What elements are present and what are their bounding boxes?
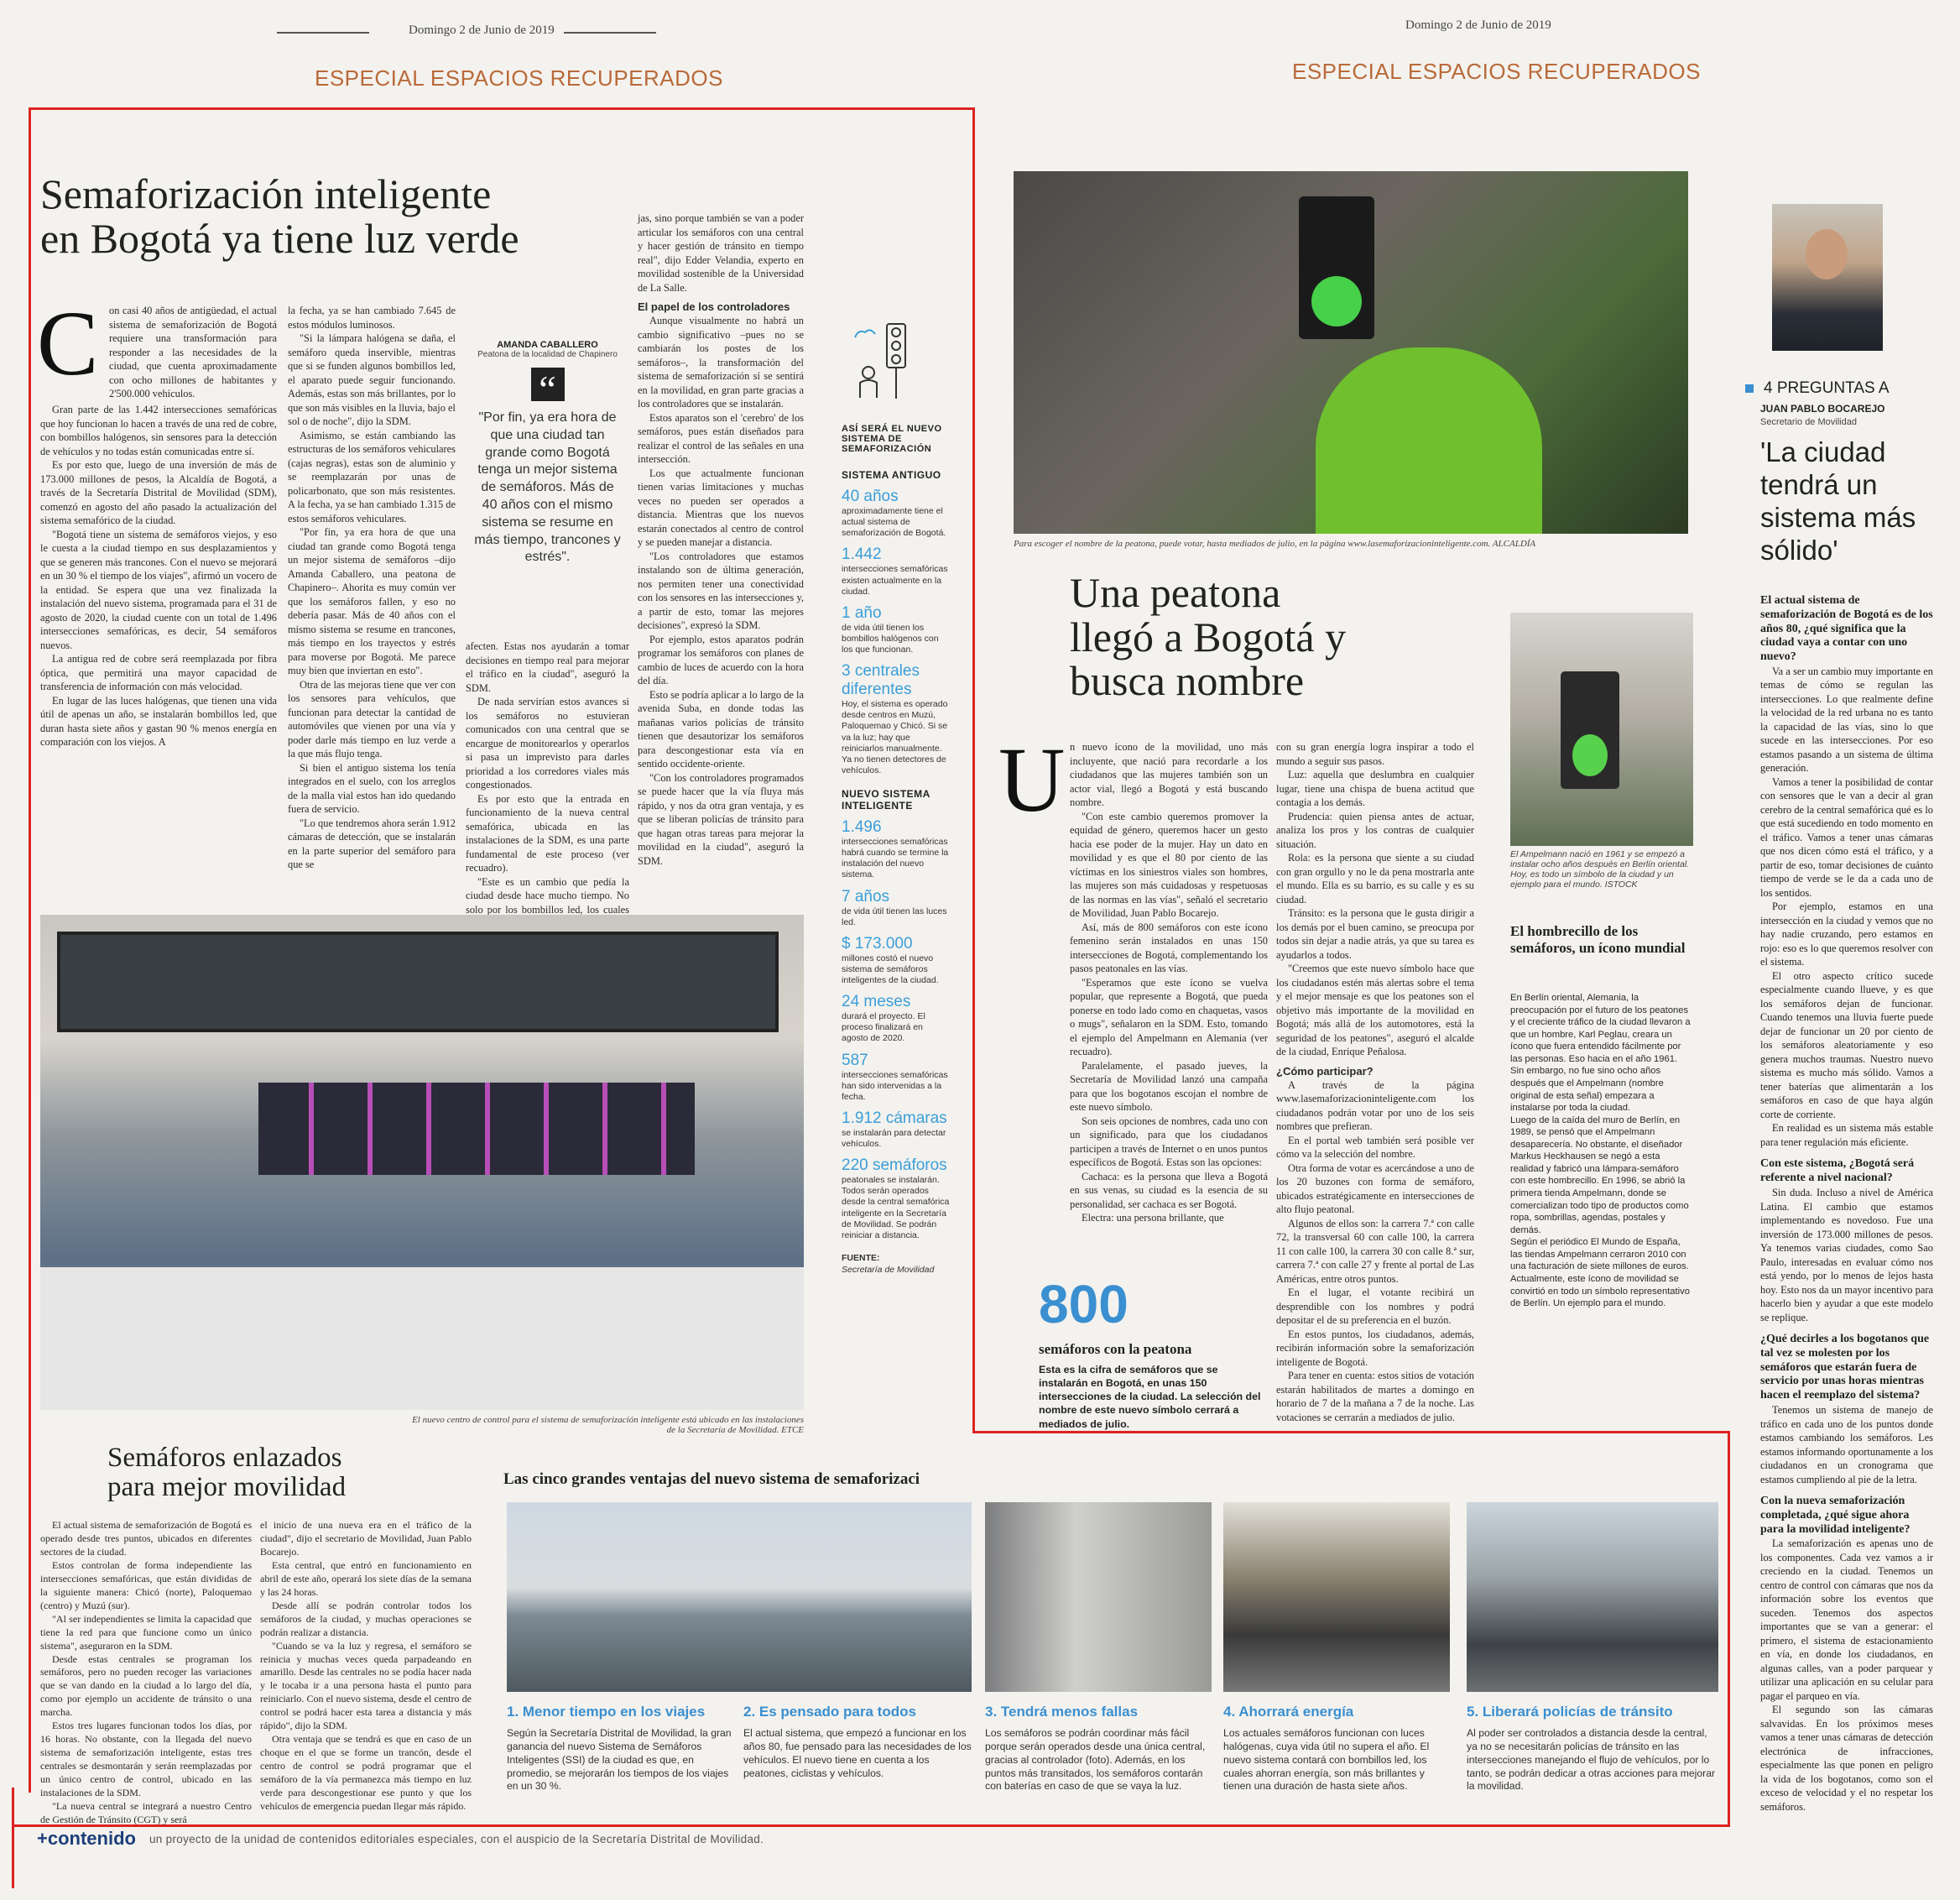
sidebar-stat-item xyxy=(842,818,951,881)
sidebar xyxy=(842,424,951,1276)
ventaja-item-4 xyxy=(1223,1704,1450,1793)
sidebar-stat-text: millones costó el nuevo sistema de semáforos inteligentes de la ciudad. xyxy=(842,953,939,985)
ampelmann-paragraph: Según el periódico El Mundo de España, las tiendas Ampelmann cerraron 2010 con una facturación de siete millones de euros. xyxy=(1510,1237,1689,1272)
main-col3-p: afecten. Estas nos ayudarán a tomar decisiones en tiempo real para mejorar el tráfico en la ciudad", aseguró la SDM. xyxy=(466,640,629,694)
qa-answer-p: El otro aspecto crítico sucede especialmente cuando llueve, y es que los semáforos dejan de funcionar. Cuando tenemos una lluvia fuerte puede dejar de funcionar un 20 por ciento de los semáforos aleatoriamente y eso genera muchos traumas. Nuestro nuevo sistema es mucho más sólido. Vamos a tener baterías que alimentarán a los semáforos en caso de que haya algún corte de corriente. xyxy=(1760,969,1933,1120)
sidebar-stat-text: intersecciones semafóricas han sido intervenidas a la fecha. xyxy=(842,1069,948,1102)
sidebar-stat-text: Hoy, el sistema es operado desde centros en Muzú, Paloquemao y Chicó. Si se va la luz; hay que reiniciarlos manualmente. Ya no tienen detectores de vehículos. xyxy=(842,699,948,775)
peatona-col1-p: n nuevo ícono de la movilidad, uno más incluyente, que nació para recordarle a los ciudadanos que las mujeres también son un actor vial, llegó a Bogotá y está buscando nombre. xyxy=(1070,741,1268,808)
qa-answer-p: Va a ser un cambio muy importante en temas de cómo se regulan las intersecciones. Lo que realmente define la velocidad de la red urbana no es tanto la capacidad de las vías, sino lo que sucede en las intersecciones. Por eso estamos pasando a un sistema de última generación. xyxy=(1760,665,1933,775)
sidebar-old-label: SISTEMA ANTIGUO xyxy=(842,469,941,481)
main-col4-p: Estos aparatos son el 'cerebro' de los semáforos, pues están diseñados para realizar el control de las señales en una intersección. xyxy=(638,411,804,466)
main-dropcap: C xyxy=(37,292,99,394)
portrait-head xyxy=(1806,229,1848,279)
sidebar-stat-number: $ 173.000 xyxy=(842,934,913,953)
main-col4 xyxy=(638,211,804,868)
qa-question: Con la nueva semaforización completada, ¿qué sigue ahora para la movilidad inteligente? xyxy=(1760,1495,1910,1536)
qa-answer-p: Vamos a tener la posibilidad de contar con sensores que le van a decir al gran cerebro de la central semafórica qué es lo que está sucediendo en todo momento en el tráfico. Vamos a tener unas cámaras que nos dicen cómo está el tráfico, y a partir de eso, tomar decisiones de cuánto tiempo de verde se le da a cada uno de los sentidos. xyxy=(1760,775,1933,899)
ventaja-text: El actual sistema, que empezó a funcionar en los años 80, fue pensado para las necesidades de los vehículos. El nuevo tiene en cuenta a los peatones, ciclistas y vehículos. xyxy=(743,1727,972,1779)
box-headline-line1: Semáforos enlazados xyxy=(107,1443,342,1473)
pull-quote-text: "Por fin, ya era hora de que una ciudad tan grande como Bogotá tenga un mejor sistema de semáforos. Más de 40 años con el mismo sistema se resume en más tiempo, trancones y estrés". xyxy=(474,410,621,565)
main-col4-p: Esto se podría aplicar a lo largo de la avenida Suba, en donde todas las mañanas varios policías de tránsito tienen que desautorizar los semáforos para descongestionar esta vía en sentido occidente-oriente. xyxy=(638,688,804,770)
sidebar-stat-number: 40 años xyxy=(842,488,899,505)
qa-answer-p: Por ejemplo, estamos en una intersección en la ciudad y vemos que no hay nadie cruzando, pero estamos en rojo: eso es lo que queremos resolver con el sistema. xyxy=(1760,900,1933,968)
main-col2-p: Asimismo, se están cambiando las estructuras de los semáforos vehiculares (cajas negras), estas son de aluminio y se reemplazarán por unas de policarbonato, que son más resistentes. A la fecha, ya se han cambiado 1.315 de estos semáforos vehiculares. xyxy=(288,429,456,525)
peatona-col2-p: Tránsito: es la persona que le gusta dirigir a los demás por el buen camino, se preocupa por todos sin dejar a nadie atrás, ya que su tarea es ayudarlos a todos. xyxy=(1276,907,1474,961)
traffic-light-shape xyxy=(1299,196,1374,339)
stat-label: semáforos con la peatona xyxy=(1039,1341,1192,1357)
qa-question: ¿Qué decirles a los bogotanos que tal vez se molesten por los semáforos que estarán fuera de servicio por unas horas mientras hacen el reemplazo del sistema? xyxy=(1760,1333,1930,1402)
bocarejo-portrait xyxy=(1772,204,1883,351)
sidebar-stat-text: aproximadamente tiene el actual sistema de semaforización de Bogotá. xyxy=(842,506,946,539)
peatona-col2-subhead: ¿Cómo participar? xyxy=(1276,1064,1374,1078)
sidebar-stat-item xyxy=(842,935,951,986)
sidebar-stat-item xyxy=(842,488,951,539)
right-date: Domingo 2 de Junio de 2019 xyxy=(1405,18,1551,32)
ampelmann-paragraph: En Berlín oriental, Alemania, la preocupación por el futuro de los peatones y el creciente tráfico de la ciudad llevaron a que un hombre, Karl Peglau, creara un ícono que fuera entendido fácilmente por las personas. Eso hacia en el año 1961. Sin embargo, no fue sino ocho años después que el Ampelmann (nombre original de esta señal) empezara a instalarse por toda la ciudad. xyxy=(1510,993,1691,1114)
ampelmann-caption: El Ampelmann nació en 1961 y se empezó a instalar ocho años después en Berlín oriental. Hoy, es todo un símbolo de la ciudad y un ejemplo para el mundo. ISTOCK xyxy=(1510,849,1690,890)
main-col1-cont xyxy=(40,403,277,749)
sidebar-stat-text: se instalarán para detectar vehículos. xyxy=(842,1127,946,1149)
left-date: Domingo 2 de Junio de 2019 xyxy=(409,23,555,37)
main-col4-p: Aunque visualmente no habrá un cambio significativo –pues no se cambiarán los postes de los semáforos–, la transformación del sistema de semaforización sí se sentirá en la movilidad, en gran parte gracias a los controladores que se instalarán. xyxy=(638,315,804,410)
ampelmann-paragraph: Actualmente, este ícono de movilidad se convirtió en todo un símbolo representativo de Berlín. Un ejemplo para el mundo. xyxy=(1510,1273,1690,1309)
sidebar-stat-item xyxy=(842,888,951,928)
quote-mark-icon: “ xyxy=(531,368,565,401)
main-col4-subhead: El papel de los controladores xyxy=(638,300,790,313)
ventaja-item-1 xyxy=(507,1704,735,1793)
ampelmann-light-body xyxy=(1561,671,1619,789)
qa-answer-p: Tenemos un sistema de manejo de tráfico en cada uno de los puntos donde estamos cambiando los semáforos. Les estamos informando oportunamente a los ciudadanos en un cronograma que estamos cumpliendo al pie de la letra. xyxy=(1760,1404,1933,1485)
box-col1-p: "La nueva central se integrará a nuestro Centro de Gestión de Tránsito (CGT) y será xyxy=(40,1800,252,1825)
red-frame-mid-horizontal xyxy=(972,1431,1730,1433)
red-frame-bottom xyxy=(12,1824,1730,1827)
pull-quote-role: Peatona de la localidad de Chapinero xyxy=(477,350,618,359)
box-col2-p: Desde allí se podrán controlar todos los semáforos de la ciudad, y muchas operaciones se podrán realizar a distancia. xyxy=(260,1599,472,1638)
ventaja-text: Según la Secretaría Distrital de Movilidad, la gran ganancia del nuevo Sistema de Semáforos Inteligentes (SSI) de la ciudad es que, en promedio, se mejorarán los tiempos de los viajes en un 30 %. xyxy=(507,1727,732,1793)
box-col1 xyxy=(40,1519,252,1827)
peatona-col1-p: Son seis opciones de nombres, cada uno con un significado, para que los ciudadanos participen a través de Internet o en unos puntos específicos de Bogotá. Estas son las opciones: xyxy=(1070,1114,1268,1168)
sidebar-old-items xyxy=(842,488,951,776)
main-col2-p: "Si la lámpara halógena se daña, el semáforo queda inservible, mientras que si se funden algunos bombillos led, el aparato puede seguir funcionando. Además, estas son más brillantes, por lo que son más visibles en la lluvia, bajo el sol o de noche", dijo la SDM. xyxy=(288,332,456,427)
box-col1-p: El actual sistema de semaforización de Bogotá es operado desde tres puntos, ubicados en diferentes sectores de la ciudad. xyxy=(40,1519,252,1558)
box-col2-p: Esta central, que entró en funcionamiento en abril de este año, operará los siete días de la semana y las 24 horas. xyxy=(260,1558,472,1598)
peatona-col2-p: Prudencia: quien piensa antes de actuar, analiza los pros y los contras de cualquier situación. xyxy=(1276,810,1474,850)
pull-quote xyxy=(474,340,621,566)
ventaja-item-5 xyxy=(1467,1704,1718,1793)
ventaja-title: 5. Liberará policías de tránsito xyxy=(1467,1704,1673,1720)
main-col3-p: "Este es un cambio que pedía la ciudad desde hace mucho tiempo. No solo por los bombillos led, los cuales xyxy=(466,875,629,916)
main-col4-p: jas, sino porque también se van a poder articular los semáforos con una central y hacer gestión de tránsito en tiempo real", dijo Edder Velandia, experto en movilidad sostenible de la Universidad de La Salle. xyxy=(638,212,804,294)
peatona-headline-line1: Una peatona xyxy=(1070,569,1281,616)
sidebar-stat-item xyxy=(842,1109,951,1150)
peatona-headline-line2: llegó a Bogotá y xyxy=(1070,613,1347,660)
sidebar-stat-number: 1.912 cámaras xyxy=(842,1109,947,1127)
box-col2-p: Otra ventaja que se tendrá es que en caso de un choque en el que se forme un trancón, desde el centro de control se podrá programar que el semáforo de la vía permanezca más tiempo en luz verde para descongestionar ese punto y que los vehículos de emergencia puedan llegar más rápido. xyxy=(260,1733,472,1813)
peatona-col2-p: En el portal web también será posible ver cómo va la selección del nombre. xyxy=(1276,1134,1474,1161)
main-col1-p: En lugar de las luces halógenas, que tienen una vida útil de apenas un año, se instalarán bombillos led, que duran hasta siete años y gastan 90 % menos energía en comparación con los viejos. A xyxy=(40,694,277,748)
box-col2-p: "Cuando se va la luz y regresa, el semáforo se reinicia y muchas veces queda parpadeando en amarillo. Desde las centrales no se podía hacer nada y le tocaba ir a una persona hasta el punto para reiniciarlo. Con el nuevo sistema, desde el centro de control se podrá hacer esta tarea a distancia y más rápido", dijo la SDM. xyxy=(260,1639,472,1732)
ventaja-title: 1. Menor tiempo en los viajes xyxy=(507,1704,706,1720)
ampelmann-body xyxy=(1510,992,1693,1310)
peatona-col1 xyxy=(1070,740,1268,1225)
interview-role: Secretario de Movilidad xyxy=(1760,417,1857,427)
qa-answer-p: La semaforización es apenas uno de los componentes. Cada vez vamos a ir creciendo en la ciudad. Tenemos un centro de control con cámaras que nos da información sobre los eventos que suceden. Tenemos dos aspectos importantes que se van a generar: el primero, el sistema de estacionamiento en vía, en donde los ciudadanos, en algunas calles, van a poder parquear y utilizar una aplicación en su celular para pagar el parqueo en vía. xyxy=(1760,1537,1933,1702)
ventaja-photo-3 xyxy=(985,1502,1212,1692)
qa-answer-p: Sin duda. Incluso a nivel de América Latina. El cambio que estamos implementando es novedoso. Fue una inversión de 173.000 millones de pesos. Ya tenemos varias ciudades, como Sao Paulo, interesadas en evaluar cómo nos está yendo, por lo menos de lejos hasta hoy. Esto nos da un mayor incentivo para hacerlo bien y ayudar a que este modelo se replique. xyxy=(1760,1187,1933,1323)
qa-question: El actual sistema de semaforización de Bogotá es de los años 80, ¿qué significa que la ciudad vaya a contar con uno nuevo? xyxy=(1760,594,1933,664)
peatona-col2-p: Algunos de ellos son: la carrera 7.ª con calle 72, la transversal 60 con calle 100, la carrera 11 con calle 100, la carrera 30 con calle 8.ª sur, carrera 7.ª con calle 27 y frente al portal de Las Américas, entre otros puntos. xyxy=(1276,1217,1474,1285)
ventaja-photo-4 xyxy=(1223,1502,1450,1692)
main-col3-p: De nada servirían estos avances si los semáforos no estuvieran comunicados con una central que se encargue de monitorearlos y operarlos si pasa un imprevisto para darles prioridad a los corredores viales más congestionados. xyxy=(466,696,629,791)
sidebar-stat-item xyxy=(842,545,951,597)
sidebar-stat-item xyxy=(842,993,951,1044)
main-col2-p: "Lo que tendremos ahora serán 1.912 cámaras de detección, que se instalarán en la parte superior del semáforo para que se xyxy=(288,817,456,870)
peatona-headline-line3: busca nombre xyxy=(1070,657,1305,704)
ventaja-item-3 xyxy=(985,1704,1212,1793)
main-col1-p: Es por esto que, luego de una inversión de más de 173.000 millones de pesos, la Alcaldía de Bogotá, a través de la Secretaría Distrital de Movilidad (SDM), comenzó en agosto del año pasado la actualización del sistema semafórico de la ciudad. xyxy=(40,459,277,526)
control-center-caption: El nuevo centro de control para el sistema de semaforización inteligente está ubicado en las instalaciones de la Secretaría de Movilidad. ETCE xyxy=(412,1415,804,1435)
peatona-col2 xyxy=(1276,740,1474,1424)
sidebar-stat-item xyxy=(842,1156,951,1241)
main-col2-p: la fecha, ya se han cambiado 7.645 de estos módulos luminosos. xyxy=(288,305,456,331)
interview-kicker-row xyxy=(1745,379,1890,398)
sidebar-source: Secretaría de Movilidad xyxy=(842,1264,935,1275)
main-col1-p: on casi 40 años de antigüedad, el actual sistema de semaforización de Bogotá requiere una transformación para responder a las necesidades de la ciudad, que cuenta aproximadamente con ocho millones de habitantes y 2'500.000 vehículos. xyxy=(109,305,277,399)
qa-answer xyxy=(1760,1186,1933,1324)
peatona-col2-p: Para tener en cuenta: estos sitios de votación estarán habilitados de martes a domingo en horario de 7 de la mañana a 7 de la noche. Las votaciones se cerrarán a mediados de julio. xyxy=(1276,1370,1474,1423)
sidebar-stat-text: de vida útil tienen las luces led. xyxy=(842,906,947,927)
qa-answer-p: El segundo son las cámaras salvavidas. En los próximos meses vamos a tener unas cámaras de detección electrónica de infracciones, especialmente las que ponen en peligro la vida de los bogotanos, como son el exceso de velocidad y el no respetar los semáforos. xyxy=(1760,1704,1933,1813)
peatona-headline xyxy=(1070,571,1506,703)
peatona-col2-p: En estos puntos, los ciudadanos, además, recibirán información sobre la semaforización inteligente de Bogotá. xyxy=(1276,1328,1474,1368)
sidebar-stat-text: de vida útil tienen los bombillos halógenos con los que funcionan. xyxy=(842,622,939,655)
main-col4-p: "Con los controladores programados se puede hacer que la vía fluya más rápido, y nos da otra gran ventaja, y es que se liberan policías de tránsito para que hagan otras tareas para mejorar la movilidad en la ciudad", aseguró la SDM. xyxy=(638,771,804,867)
main-headline-line2: en Bogotá ya tiene luz verde xyxy=(40,214,519,262)
ventaja-text: Los semáforos se podrán coordinar más fácil porque serán operados desde una única central, gracias al controlador (foto). Además, en los puntos más transitados, los semáforos contarán con baterías en caso de que se vaya la luz. xyxy=(985,1727,1206,1793)
peatona-col2-p: En el lugar, el votante recibirá un desprendible con los nombres y podrá depositar el de su preferencia en el buzón. xyxy=(1276,1287,1474,1327)
peatona-col1-p: "Esperamos que este ícono se vuelva popular, que represente a Bogotá, que pueda ponerse en todo lado como en chaquetas, vasos o mugs", señalaron en la SDM. Esto, tomando el ejemplo del Ampelmann en Alemania (ver recuadro). xyxy=(1070,976,1268,1057)
video-wall xyxy=(57,932,779,1032)
main-col2 xyxy=(288,304,456,872)
main-col3a xyxy=(466,639,629,931)
sidebar-stat-number: 24 meses xyxy=(842,993,911,1011)
peatona-col2-p: A través de la página www.lasemaforizacioninteligente.com los ciudadanos podrán votar por uno de los seis nombres que prefieran. xyxy=(1276,1078,1474,1133)
box-col2-p: el inicio de una nueva era en el tráfico de la ciudad", dijo el secretario de Movilidad, Juan Pablo Bocarejo. xyxy=(260,1519,472,1558)
right-section-title: ESPECIAL ESPACIOS RECUPERADOS xyxy=(1292,59,1701,84)
sidebar-stat-number: 3 centrales diferentes xyxy=(842,662,920,699)
sidebar-stat-item xyxy=(842,1052,951,1103)
peatona-col2-p: con su gran energía logra inspirar a todo el mundo a seguir sus pasos. xyxy=(1276,741,1474,767)
peatona-col1-p: Paralelamente, el pasado jueves, la Secretaría de Movilidad lanzó una campaña para que los bogotanos escojan el nombre de este nuevo símbolo. xyxy=(1070,1059,1268,1113)
qa-answer xyxy=(1760,665,1933,1150)
sidebar-stat-number: 1.496 xyxy=(842,818,882,836)
sidebar-stat-text: intersecciones semafóricas existen actualmente en la ciudad. xyxy=(842,564,948,597)
red-frame-right-top xyxy=(972,107,975,1433)
main-col4-p: Los que actualmente funcionan tienen varias limitaciones y muchas veces no pueden ser operados a distancia. Mientras que los nuevos estarán conectados al centro de control y se pueden manejar a distancia. xyxy=(638,467,804,549)
peatona-col2-p: Rola: es la persona que siente a su ciudad con gran orgullo y no le da pena mostrarla ante el mundo. Ella es su barrio, es su calle y es su ciudad. xyxy=(1276,852,1474,906)
sidebar-new-label: NUEVO SISTEMA INTELIGENTE xyxy=(842,788,930,812)
peatona-col2-p: "Creemos que este nuevo símbolo hace que los ciudadanos estén más alertas sobre el tema y el mejor mensaje es que los peatones son el objetivo más importante de la movilidad en Bogotá; más allá de los automotores, está la seguridad de los peatones", aseguró el alcalde de la ciudad, Enrique Peñalosa. xyxy=(1276,963,1474,1057)
sidebar-stat-number: 1.442 xyxy=(842,545,882,564)
box-col1-p: Desde estas centrales se programan los semáforos, pero no pueden recoger las variaciones que se van dando en la ciudad a lo largo del día, como por ejemplo un accidente de tránsito o una marcha. xyxy=(40,1652,252,1719)
ampelmann-headline: El hombrecillo de los semáforos, un ícono mundial xyxy=(1510,923,1686,956)
main-col1 xyxy=(109,304,277,401)
stat-box xyxy=(1039,1274,1267,1430)
sidebar-stat-text: peatonales se instalarán. Todos serán operados desde la central semafórica inteligente en la Secretaría de Movilidad. Se podrán reiniciar a distancia. xyxy=(842,1175,950,1240)
box-col2 xyxy=(260,1519,472,1814)
sidebar-title: ASÍ SERÁ EL NUEVO SISTEMA DE SEMAFORIZACIÓN xyxy=(842,424,942,454)
peatona-photo xyxy=(1014,171,1688,534)
peatona-col1-p: Electra: una persona brillante, que xyxy=(1082,1212,1224,1224)
footer-text: un proyecto de la unidad de contenidos editoriales especiales, con el auspicio de la Secretaría Distrital de Movilidad. xyxy=(149,1833,764,1845)
stat-number: 800 xyxy=(1039,1274,1129,1334)
ventaja-title: 2. Es pensado para todos xyxy=(743,1704,916,1720)
sidebar-source-label: FUENTE: xyxy=(842,1252,880,1263)
main-col1-p: La antigua red de cobre será reemplazada por fibra óptica, que permitirá una mayor capacidad de transferencia de información con más velocidad. xyxy=(40,653,277,692)
main-col2-p: "Por fin, ya era hora de que una ciudad tan grande como Bogotá tenga un mejor sistema de semáforos –dijo Amanda Caballero, una peatona de Chapinero–. Ahorita es muy común ver que los semáforos fallen, y eso no debería pasar. Más de 40 años con el mismo sistema se resume en trancones, más tiempo en los trayectos y estrés para moverse por Bogotá. Me parece muy bien que inviertan en esto". xyxy=(288,526,456,676)
ventajas-title: Las cinco grandes ventajas del nuevo sistema de semaforizaci xyxy=(503,1470,920,1488)
traffic-light-icon xyxy=(852,321,927,400)
peatona-caption: Para escoger el nombre de la peatona, puede votar, hasta mediados de julio, en la página www.lasemaforizacioninteligente.com. ALCALDÍA xyxy=(1014,539,1536,549)
ampelmann-paragraph: Luego de la caída del muro de Berlín, en 1989, se pensó que el Ampelmann desaparecería. No obstante, el diseñador Markus Heckhausen se negó a esta realidad y fabricó una lámpara-semáforo con este hombrecillo. En 1996, se abrió la primera tienda Ampelmann, donde se comercializan todo tipo de productos como ropa, sombrillas, agendas, postales y demás. xyxy=(1510,1114,1689,1235)
ampelmann-photo xyxy=(1510,613,1693,846)
peatona-dropcap: U xyxy=(998,728,1066,831)
peatona-col2-p: Luz: aquella que deslumbra en cualquier lugar, tiene una chispa de buena actitud que contagia a los demás. xyxy=(1276,769,1474,808)
qa-answer xyxy=(1760,1403,1933,1486)
main-headline xyxy=(40,172,628,260)
main-col1-p: Gran parte de las 1.442 intersecciones semafóricas que hoy funcionan lo hacen a través de una red de cobre, con bombillos halógenos, sin sensores para la detección de vehículos y no todas están comunicadas entre sí. xyxy=(40,404,277,457)
sidebar-stat-text: intersecciones semafóricas habrá cuando se termine la instalación del nuevo sistema. xyxy=(842,837,949,880)
main-col3-p: Es por esto que la entrada en funcionamiento de la nueva central semafórica, ubicada en las instalaciones de la SDM, es una parte fundamental de este proceso (ver recuadro). xyxy=(466,792,629,874)
interview-kicker: 4 PREGUNTAS A xyxy=(1764,379,1890,397)
left-header-rule-left xyxy=(277,32,369,34)
sidebar-stat-item xyxy=(842,662,951,776)
ventaja-item-2 xyxy=(743,1704,972,1780)
sidebar-stat-number: 7 años xyxy=(842,887,890,906)
box-col1-p: "Al ser independientes se limita la capacidad que tiene la red para que funcione como un único sistema", aseguraron en la SDM. xyxy=(40,1612,252,1652)
peatona-col1-p: Así, más de 800 semáforos con este ícono femenino serán instalados en unas 150 intersecciones de Bogotá, complementando los pasos peatonales en las vías. xyxy=(1070,921,1268,974)
qa-question: Con este sistema, ¿Bogotá será referente a nivel nacional? xyxy=(1760,1157,1915,1185)
interview-qa xyxy=(1760,594,1933,1814)
sidebar-stat-text: durará el proyecto. El proceso finalizará en agosto de 2020. xyxy=(842,1011,925,1044)
ventaja-title: 3. Tendrá menos fallas xyxy=(985,1704,1139,1720)
sidebar-new-items xyxy=(842,818,951,1241)
ventaja-title: 4. Ahorrará energía xyxy=(1223,1704,1354,1720)
ampelmann-green-icon xyxy=(1572,734,1608,776)
person-green-cap xyxy=(1316,347,1542,534)
red-frame-right-lower xyxy=(1728,1431,1730,1827)
interview-name: JUAN PABLO BOCAREJO xyxy=(1760,403,1885,415)
footer-brand: +contenido xyxy=(37,1828,136,1849)
peatona-col1-p: Cachaca: es la persona que lleva a Bogotá en sus venas, su ciudad es la esencia de su personalidad, ser cachaca es ser Bogotá. xyxy=(1070,1170,1268,1210)
left-section-title: ESPECIAL ESPACIOS RECUPERADOS xyxy=(315,65,723,91)
ventaja-text: Los actuales semáforos funcionan con luces halógenas, cuya vida útil no supera el año. El nuevo sistema contará con bombillos led, los cuales ahorran energía, son más brillantes y tienen una duración de hasta siete años. xyxy=(1223,1727,1430,1793)
control-center-photo xyxy=(40,915,804,1410)
sidebar-stat-number: 1 año xyxy=(842,603,882,622)
pull-quote-name: AMANDA CABALLERO xyxy=(497,340,598,350)
box-headline-line2: para mejor movilidad xyxy=(107,1471,347,1502)
stat-text: Esta es la cifra de semáforos que se instalarán en Bogotá, en unas 150 intersecciones de la ciudad. La selección del nombre de este nuevo símbolo cerrará a mediados de julio. xyxy=(1039,1364,1261,1430)
green-pedestrian-light xyxy=(1311,276,1362,326)
box-headline xyxy=(107,1443,460,1501)
monitors-row xyxy=(258,1083,695,1175)
box-col1-p: Estos tres lugares funcionan todos los días, por 16 horas. No obstante, con la llegada del nuevo sistema de semaforización inteligente, estas tres centrales se desmontarán y serán reemplazadas por un único centro de control, ubicado en las instalaciones de la SDM. xyxy=(40,1720,252,1799)
main-headline-line1: Semaforización inteligente xyxy=(40,170,492,217)
bullet-square-icon xyxy=(1745,384,1754,393)
interview-headline: 'La ciudad tendrá un sistema más sólido' xyxy=(1760,436,1916,566)
ventaja-text: Al poder ser controlados a distancia desde la central, ya no se necesitarán policías de tránsito en las intersecciones manejando el flujo de vehículos, por lo tanto, se podrán dedicar a otras acciones para mejorar la movilidad. xyxy=(1467,1727,1716,1793)
red-frame-left-lower xyxy=(12,1788,14,1888)
peatona-col1-p: "Con este cambio queremos promover la equidad de género, queremos hacer un gesto hacia ese poder de la mujer. Hay un dato en movilidad y es que el 80 por ciento de las víctimas en los siniestros viales son hombres, las mujeres son más cuidadosas y respetuosas de las normas en las vías", señaló el secretario de Movilidad, Juan Pablo Bocarejo. xyxy=(1070,810,1268,919)
ventaja-photo-5 xyxy=(1467,1502,1718,1692)
main-col1-p: "Bogotá tiene un sistema de semáforos viejos, y eso le cuesta a la ciudad tiempo en sus desplazamientos y que se generen más trancones. Con el nuevo se mejorará en un 30 % el tiempo de los viajes", afirmó un vocero de la entidad. Se espera que una vez finalizada la instalación del nuevo sistema, programada para el 31 de agosto de 2020, la ciudad cuente con un total de 1.496 intersecciones semafóricas, es decir, 54 semáforos nuevos. xyxy=(40,528,277,651)
left-header-rule-right xyxy=(564,32,656,34)
main-col2-p: Otra de las mejoras tiene que ver con los sensores para vehículos, que funcionan para detectar la cantidad de automóviles que vienen por una vía y poder darle más tiempo en luz verde a la que más flujo tenga. xyxy=(288,678,456,759)
operator-desk xyxy=(40,1267,804,1410)
peatona-col2-p: Otra forma de votar es acercándose a uno de los 20 buzones con forma de semáforo, ubicados estratégicamente en intersecciones de alto flujo peatonal. xyxy=(1276,1161,1474,1216)
qa-answer xyxy=(1760,1537,1933,1814)
sidebar-stat-number: 587 xyxy=(842,1051,868,1069)
main-col2-p: Si bien el antiguo sistema los tenía integrados en el suelo, con los arreglos de la malla vial estos han ido quedando fuera de servicio. xyxy=(288,761,456,815)
sidebar-stat-number: 220 semáforos xyxy=(842,1156,947,1175)
sidebar-stat-item xyxy=(842,604,951,655)
main-col4-p: Por ejemplo, estos aparatos podrán programar los semáforos con planes de cambio de luces de acuerdo con la hora del día. xyxy=(638,633,804,687)
qa-answer-p: En realidad es un sistema más estable para tener regulación más eficiente. xyxy=(1760,1122,1933,1148)
main-col4-p: "Los controladores que estamos instalando son de última generación, nos permiten tener una conectividad con los sensores en las intersecciones y, a partir de esto, tomar las mejores decisiones", expresó la SDM. xyxy=(638,550,804,632)
ventaja-photo-1 xyxy=(507,1502,972,1692)
box-col1-p: Estos controlan de forma independiente las intersecciones semafóricas, que están divididas de la siguiente manera: Chicó (norte), Paloquemao (centro) y Muzú (sur). xyxy=(40,1558,252,1611)
